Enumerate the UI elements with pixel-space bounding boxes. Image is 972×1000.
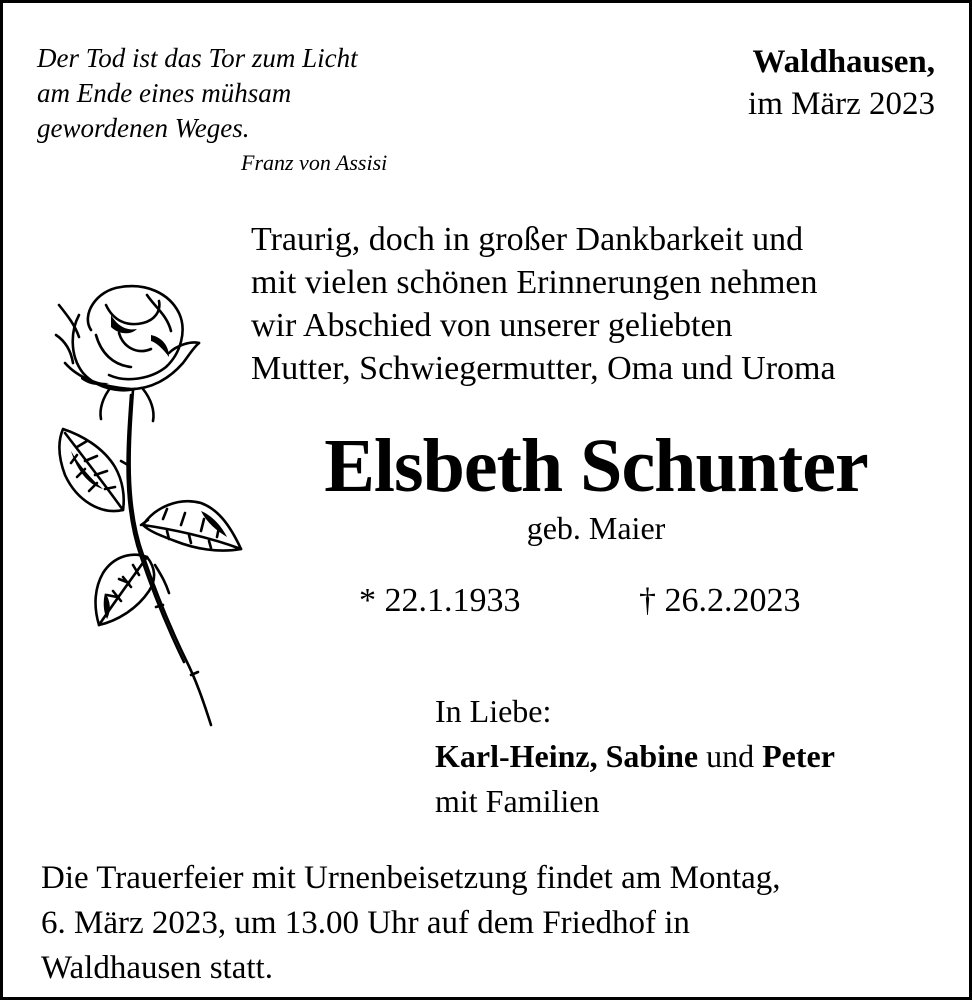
family-name-sabine: Sabine bbox=[605, 738, 699, 774]
quote-line: gewordenen Weges. bbox=[37, 113, 250, 143]
place-date bbox=[748, 41, 935, 125]
funeral-line: 6. März 2023, um 13.00 Uhr auf dem Friedhof in bbox=[41, 905, 690, 941]
place-city: Waldhausen, bbox=[752, 44, 935, 80]
intro-line: wir Abschied von unserer geliebten bbox=[251, 307, 733, 344]
intro-line: Traurig, doch in großer Dankbarkeit und bbox=[251, 221, 804, 258]
deceased-name: Elsbeth Schunter bbox=[324, 424, 868, 508]
quote-line: am Ende eines mühsam bbox=[37, 78, 292, 108]
intro-line: mit vielen schönen Erinnerungen nehmen bbox=[251, 264, 818, 301]
funeral-line: Waldhausen statt. bbox=[41, 950, 273, 986]
quote bbox=[37, 41, 477, 146]
family-heading: In Liebe: bbox=[435, 693, 552, 729]
quote-line: Der Tod ist das Tor zum Licht bbox=[37, 43, 358, 73]
family-suffix: mit Familien bbox=[435, 783, 600, 819]
place-month: im März 2023 bbox=[748, 86, 935, 122]
funeral-notice bbox=[41, 856, 951, 991]
maiden-name: geb. Maier bbox=[526, 510, 666, 546]
intro-line: Mutter, Schwiegermutter, Oma und Uroma bbox=[251, 350, 836, 387]
rose-icon bbox=[51, 275, 246, 735]
family-block bbox=[435, 689, 835, 824]
intro-text bbox=[251, 218, 951, 390]
family-names bbox=[435, 734, 835, 779]
quote-author: Franz von Assisi bbox=[241, 150, 388, 175]
birth-date: * 22.1.1933 bbox=[359, 582, 521, 619]
family-connector: und bbox=[706, 738, 755, 774]
funeral-line: Die Trauerfeier mit Urnenbeisetzung findet am Montag, bbox=[41, 860, 781, 896]
family-name-karl-heinz: Karl-Heinz, bbox=[435, 738, 598, 774]
death-date: † 26.2.2023 bbox=[639, 582, 801, 619]
family-name-peter: Peter bbox=[762, 738, 835, 774]
